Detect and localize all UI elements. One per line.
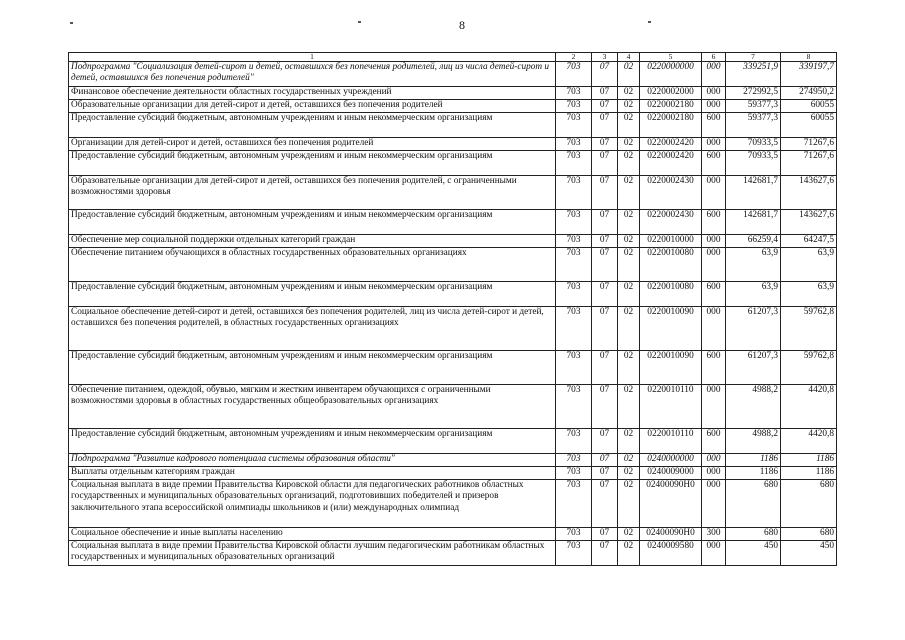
row-code-target: 0220000000	[640, 62, 702, 87]
row-code-subsection: 02	[618, 248, 640, 282]
row-code-expense-type: 600	[702, 151, 726, 176]
row-description: Предоставление субсидий бюджетным, автономным учреждениям и иным некоммерческим организациям	[69, 429, 556, 454]
row-code-expense-type: 600	[702, 351, 726, 385]
row-code-subsection: 02	[618, 87, 640, 100]
row-code-ministry: 703	[556, 87, 592, 100]
row-amount-col8: 1186	[781, 467, 837, 480]
row-amount-col7: 680	[726, 480, 781, 528]
row-description: Предоставление субсидий бюджетным, автономным учреждениям и иным некоммерческим организациям	[69, 113, 556, 138]
table-row	[69, 351, 837, 385]
row-code-section: 07	[592, 351, 618, 385]
row-code-expense-type: 300	[702, 528, 726, 541]
row-code-target: 0220010090	[640, 307, 702, 351]
row-code-section: 07	[592, 151, 618, 176]
row-code-target: 0220002000	[640, 87, 702, 100]
row-code-target: 0220010080	[640, 248, 702, 282]
row-amount-col8: 450	[781, 541, 837, 566]
row-code-target: 0220010000	[640, 235, 702, 248]
row-code-ministry: 703	[556, 176, 592, 210]
row-code-section: 07	[592, 385, 618, 429]
row-code-expense-type: 000	[702, 454, 726, 467]
row-amount-col7: 63,9	[726, 282, 781, 307]
row-description: Предоставление субсидий бюджетным, автономным учреждениям и иным некоммерческим организациям	[69, 282, 556, 307]
row-code-section: 07	[592, 248, 618, 282]
row-code-subsection: 02	[618, 113, 640, 138]
row-amount-col8: 4420,8	[781, 385, 837, 429]
row-description: Социальная выплата в виде премии Правительства Кировской области для педагогических работников областных государственных и муниципальных образовательных организаций, подготовивших победителей и призеров заключительного этапа всероссийской олимпиады школьников и (или) международных олимпиад	[69, 480, 556, 528]
row-code-expense-type: 000	[702, 307, 726, 351]
row-code-subsection: 02	[618, 480, 640, 528]
row-amount-col7: 450	[726, 541, 781, 566]
row-code-target: 0220002430	[640, 176, 702, 210]
row-description: Подпрограмма "Развитие кадрового потенциала системы образования области"	[69, 454, 556, 467]
row-description: Предоставление субсидий бюджетным, автономным учреждениям и иным некоммерческим организациям	[69, 351, 556, 385]
row-code-section: 07	[592, 62, 618, 87]
row-amount-col7: 4988,2	[726, 385, 781, 429]
row-code-expense-type: 000	[702, 100, 726, 113]
row-code-ministry: 703	[556, 467, 592, 480]
row-description: Образовательные организации для детей-сирот и детей, оставшихся без попечения родителей, с ограниченными возможностями здоровья	[69, 176, 556, 210]
row-amount-col7: 70933,5	[726, 151, 781, 176]
row-code-section: 07	[592, 541, 618, 566]
table-row	[69, 210, 837, 235]
row-amount-col7: 66259,4	[726, 235, 781, 248]
table-row	[69, 454, 837, 467]
row-amount-col7: 63,9	[726, 248, 781, 282]
row-amount-col8: 63,9	[781, 282, 837, 307]
row-code-subsection: 02	[618, 235, 640, 248]
row-code-subsection: 02	[618, 528, 640, 541]
row-code-section: 07	[592, 176, 618, 210]
row-amount-col7: 1186	[726, 454, 781, 467]
row-amount-col7: 59377,3	[726, 100, 781, 113]
row-amount-col7: 4988,2	[726, 429, 781, 454]
row-code-section: 07	[592, 480, 618, 528]
row-code-section: 07	[592, 307, 618, 351]
row-code-section: 07	[592, 138, 618, 151]
row-code-section: 07	[592, 467, 618, 480]
row-code-expense-type: 000	[702, 62, 726, 87]
column-header: 4	[618, 53, 640, 62]
row-amount-col8: 339197,7	[781, 62, 837, 87]
row-amount-col8: 64247,5	[781, 235, 837, 248]
row-description: Социальное обеспечение и иные выплаты населению	[69, 528, 556, 541]
table-row	[69, 541, 837, 566]
row-code-expense-type: 000	[702, 248, 726, 282]
row-code-ministry: 703	[556, 429, 592, 454]
row-amount-col7: 61207,3	[726, 307, 781, 351]
row-description: Организации для детей-сирот и детей, оставшихся без попечения родителей	[69, 138, 556, 151]
row-amount-col8: 680	[781, 528, 837, 541]
row-description: Предоставление субсидий бюджетным, автономным учреждениям и иным некоммерческим организациям	[69, 210, 556, 235]
row-code-ministry: 703	[556, 113, 592, 138]
scan-speck	[70, 22, 73, 24]
row-amount-col7: 142681,7	[726, 176, 781, 210]
row-code-subsection: 02	[618, 62, 640, 87]
row-amount-col7: 70933,5	[726, 138, 781, 151]
row-code-target: 02400090Н0	[640, 480, 702, 528]
row-amount-col8: 63,9	[781, 248, 837, 282]
budget-table	[68, 52, 837, 566]
row-amount-col8: 59762,8	[781, 351, 837, 385]
column-header: 2	[556, 53, 592, 62]
row-code-subsection: 02	[618, 151, 640, 176]
row-code-section: 07	[592, 87, 618, 100]
row-code-ministry: 703	[556, 541, 592, 566]
table-row	[69, 248, 837, 282]
row-code-expense-type: 600	[702, 429, 726, 454]
table-row	[69, 235, 837, 248]
row-amount-col7: 1186	[726, 467, 781, 480]
row-code-target: 0240000000	[640, 454, 702, 467]
row-description: Подпрограмма "Социализация детей-сирот и детей, оставшихся без попечения родителей, лиц из числа детей-сирот и детей, оставшихся без попечения родителей"	[69, 62, 556, 87]
row-amount-col7: 59377,3	[726, 113, 781, 138]
row-code-section: 07	[592, 235, 618, 248]
row-code-section: 07	[592, 113, 618, 138]
row-description: Социальная выплата в виде премии Правительства Кировской области лучшим педагогическим работникам областных государственных и муниципальных образовательных организаций	[69, 541, 556, 566]
row-code-expense-type: 000	[702, 138, 726, 151]
row-code-ministry: 703	[556, 248, 592, 282]
row-code-target: 0240009580	[640, 541, 702, 566]
row-amount-col7: 680	[726, 528, 781, 541]
table-header-row	[69, 53, 837, 62]
column-header: 6	[702, 53, 726, 62]
table-row	[69, 62, 837, 87]
row-code-expense-type: 600	[702, 282, 726, 307]
row-code-ministry: 703	[556, 282, 592, 307]
table-row	[69, 151, 837, 176]
row-description: Обеспечение питанием, одеждой, обувью, мягким и жестким инвентарем обучающихся с ограниченными возможностями здоровья в областных государственных общеобразовательных организациях	[69, 385, 556, 429]
row-amount-col8: 59762,8	[781, 307, 837, 351]
table-row	[69, 467, 837, 480]
row-code-ministry: 703	[556, 138, 592, 151]
row-code-expense-type: 000	[702, 176, 726, 210]
row-code-ministry: 703	[556, 235, 592, 248]
table-row	[69, 429, 837, 454]
table-row	[69, 528, 837, 541]
row-code-target: 0220010080	[640, 282, 702, 307]
row-code-section: 07	[592, 528, 618, 541]
row-description: Обеспечение мер социальной поддержки отдельных категорий граждан	[69, 235, 556, 248]
row-code-subsection: 02	[618, 138, 640, 151]
row-description: Финансовое обеспечение деятельности областных государственных учреждений	[69, 87, 556, 100]
row-code-section: 07	[592, 429, 618, 454]
row-code-subsection: 02	[618, 385, 640, 429]
page-number: 8	[459, 18, 465, 32]
row-code-ministry: 703	[556, 351, 592, 385]
row-code-target: 0220010110	[640, 385, 702, 429]
row-code-expense-type: 000	[702, 480, 726, 528]
row-code-expense-type: 000	[702, 541, 726, 566]
row-code-target: 0220002420	[640, 151, 702, 176]
row-code-ministry: 703	[556, 307, 592, 351]
table-row	[69, 282, 837, 307]
row-code-ministry: 703	[556, 151, 592, 176]
row-code-ministry: 703	[556, 385, 592, 429]
table-row	[69, 176, 837, 210]
row-code-expense-type: 600	[702, 210, 726, 235]
row-code-subsection: 02	[618, 210, 640, 235]
row-code-expense-type: 000	[702, 385, 726, 429]
row-code-subsection: 02	[618, 100, 640, 113]
table-row	[69, 100, 837, 113]
column-header: 7	[726, 53, 781, 62]
row-code-target: 0220002180	[640, 113, 702, 138]
row-code-expense-type: 600	[702, 113, 726, 138]
row-code-ministry: 703	[556, 210, 592, 235]
scan-speck	[648, 21, 651, 23]
row-code-target: 0240009000	[640, 467, 702, 480]
row-amount-col8: 680	[781, 480, 837, 528]
row-amount-col8: 143627,6	[781, 210, 837, 235]
row-amount-col7: 61207,3	[726, 351, 781, 385]
row-code-target: 0220002420	[640, 138, 702, 151]
row-code-target: 02400090Н0	[640, 528, 702, 541]
table-row	[69, 307, 837, 351]
row-amount-col8: 71267,6	[781, 138, 837, 151]
row-code-expense-type: 000	[702, 87, 726, 100]
column-header: 3	[592, 53, 618, 62]
row-description: Социальное обеспечение детей-сирот и детей, оставшихся без попечения родителей, лиц из числа детей-сирот и детей, оставшихся без попечения родителей, в областных государственных организациях	[69, 307, 556, 351]
row-code-ministry: 703	[556, 62, 592, 87]
row-code-expense-type: 000	[702, 235, 726, 248]
row-amount-col8: 4420,8	[781, 429, 837, 454]
row-code-expense-type: 000	[702, 467, 726, 480]
row-code-subsection: 02	[618, 467, 640, 480]
row-code-section: 07	[592, 282, 618, 307]
row-amount-col8: 143627,6	[781, 176, 837, 210]
table-row	[69, 385, 837, 429]
row-code-subsection: 02	[618, 176, 640, 210]
table-row	[69, 113, 837, 138]
row-code-subsection: 02	[618, 429, 640, 454]
row-amount-col8: 274950,2	[781, 87, 837, 100]
row-code-target: 0220010090	[640, 351, 702, 385]
row-amount-col8: 60055	[781, 113, 837, 138]
row-code-subsection: 02	[618, 351, 640, 385]
row-amount-col8: 1186	[781, 454, 837, 467]
row-amount-col8: 60055	[781, 100, 837, 113]
row-amount-col7: 339251,9	[726, 62, 781, 87]
row-code-subsection: 02	[618, 282, 640, 307]
row-description: Образовательные организации для детей-сирот и детей, оставшихся без попечения родителей	[69, 100, 556, 113]
column-header: 8	[781, 53, 837, 62]
row-code-section: 07	[592, 454, 618, 467]
table-row	[69, 87, 837, 100]
row-code-subsection: 02	[618, 541, 640, 566]
row-description: Обеспечение питанием обучающихся в областных государственных образовательных организациях	[69, 248, 556, 282]
row-code-ministry: 703	[556, 528, 592, 541]
row-description: Предоставление субсидий бюджетным, автономным учреждениям и иным некоммерческим организациям	[69, 151, 556, 176]
row-code-section: 07	[592, 210, 618, 235]
row-amount-col7: 142681,7	[726, 210, 781, 235]
row-code-ministry: 703	[556, 100, 592, 113]
row-code-section: 07	[592, 100, 618, 113]
scan-speck	[358, 21, 361, 23]
table-row	[69, 138, 837, 151]
row-code-subsection: 02	[618, 307, 640, 351]
column-header: 5	[640, 53, 702, 62]
row-code-target: 0220002430	[640, 210, 702, 235]
column-header: 1	[69, 53, 556, 62]
row-amount-col7: 272992,5	[726, 87, 781, 100]
row-code-ministry: 703	[556, 480, 592, 528]
row-code-target: 0220010110	[640, 429, 702, 454]
row-amount-col8: 71267,6	[781, 151, 837, 176]
row-code-target: 0220002180	[640, 100, 702, 113]
row-description: Выплаты отдельным категориям граждан	[69, 467, 556, 480]
table-row	[69, 480, 837, 528]
row-code-subsection: 02	[618, 454, 640, 467]
row-code-ministry: 703	[556, 454, 592, 467]
